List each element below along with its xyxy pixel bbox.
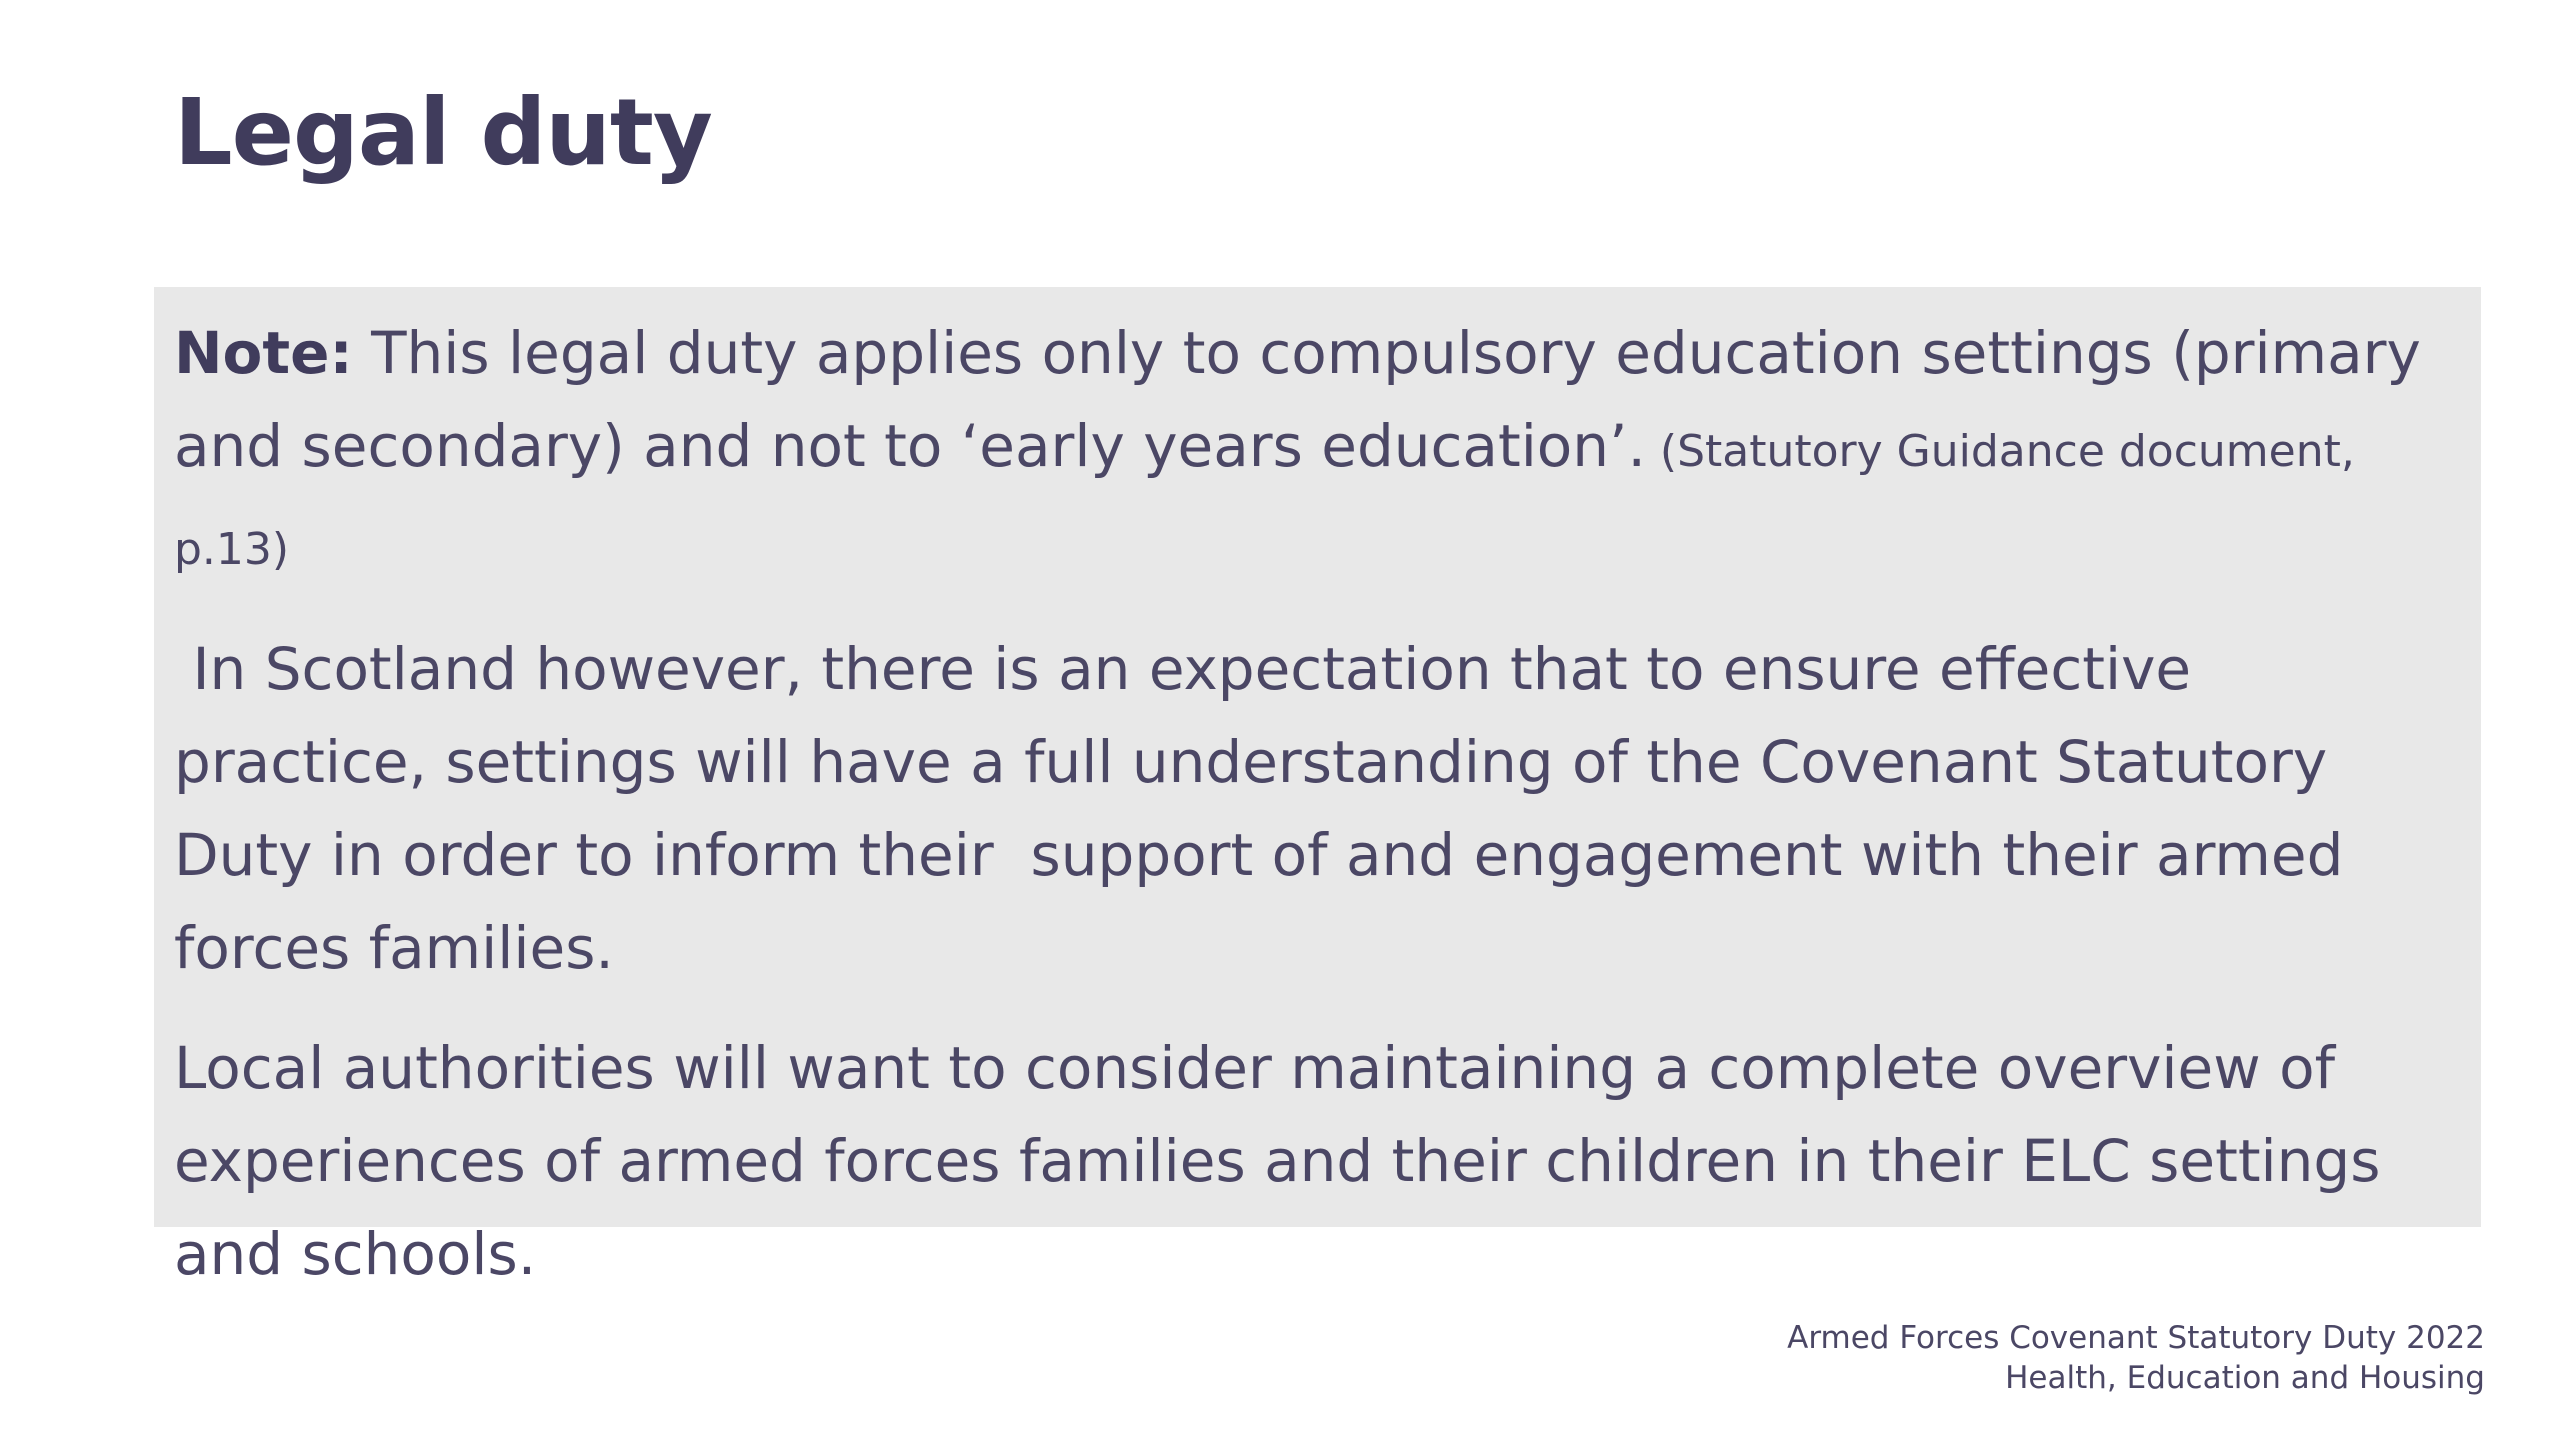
footer-line-1: Armed Forces Covenant Statutory Duty 2022 [1787, 1320, 2485, 1356]
note-paragraph [174, 307, 2461, 596]
slide-title: Legal duty [174, 79, 712, 186]
local-authorities-paragraph: Local authorities will want to consider maintaining a complete overview of experiences of armed forces families and their children in their ELC settings and schools. [174, 1034, 2381, 1288]
note-citation: (Statutory Guidance document, p.13) [174, 426, 2355, 575]
footer-line-2: Health, Education and Housing [2005, 1360, 2485, 1396]
scotland-paragraph: In Scotland however, there is an expectation that to ensure effective practice, settings will have a full understanding of the Covenant Statutory Duty in order to inform their support of and engagement with their armed forces families. [174, 635, 2362, 982]
note-text: This legal duty applies only to compulsory education settings (primary and secondary) and not to ‘early years education’. [174, 319, 2421, 480]
footer [1787, 1318, 2485, 1398]
note-label: Note: [174, 319, 353, 387]
note-box [154, 287, 2481, 1288]
